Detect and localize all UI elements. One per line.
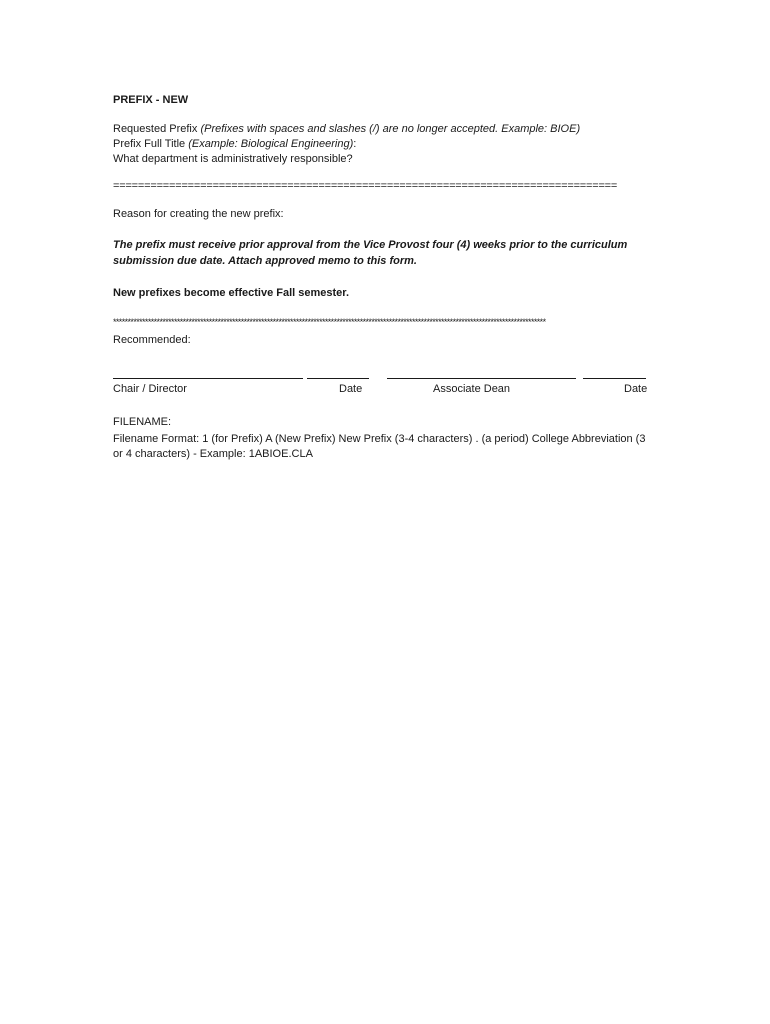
date2-label: Date	[624, 383, 648, 395]
reason-label: Reason for creating the new prefix:	[113, 208, 284, 220]
full-title-colon: :	[353, 138, 357, 150]
signature-labels	[113, 382, 653, 397]
dean-signature-line	[387, 366, 576, 379]
separator-line: =================================================================================	[113, 180, 618, 192]
full-title-label: Prefix Full Title	[113, 138, 189, 150]
date1-label: Date	[339, 383, 363, 395]
signature-lines	[113, 366, 653, 380]
chair-signature-line	[113, 366, 303, 379]
requested-prefix-label: Requested Prefix	[113, 123, 201, 135]
requested-prefix-note: (Prefixes with spaces and slashes (/) are no longer accepted. Example: BIOE)	[200, 123, 581, 135]
requested-prefix-line	[113, 122, 653, 137]
prefix-form	[113, 93, 653, 462]
full-title-note: (Example: Biological Engineering)	[188, 138, 354, 150]
star-divider: *****************************************************************************************************************************************************	[113, 317, 546, 327]
effective-notice: New prefixes become effective Fall semester.	[113, 287, 350, 299]
approval-notice: The prefix must receive prior approval from the Vice Provost four (4) weeks prior to the curriculum submission due date. Attach approved memo to this form.	[113, 239, 628, 267]
department-question: What department is administratively responsible?	[113, 153, 353, 165]
filename-heading: FILENAME:	[113, 416, 172, 428]
chair-label: Chair / Director	[113, 383, 187, 395]
recommended-label: Recommended:	[113, 334, 191, 346]
full-title-line	[113, 137, 653, 152]
form-title: PREFIX - NEW	[113, 94, 189, 106]
date2-signature-line	[583, 366, 646, 379]
dean-label: Associate Dean	[433, 383, 511, 395]
filename-format: Filename Format: 1 (for Prefix) A (New Prefix) New Prefix (3-4 characters) . (a period) College Abbreviation (3 or 4 characters) - Example: 1ABIOE.CLA	[113, 433, 646, 460]
date1-signature-line	[307, 366, 369, 379]
